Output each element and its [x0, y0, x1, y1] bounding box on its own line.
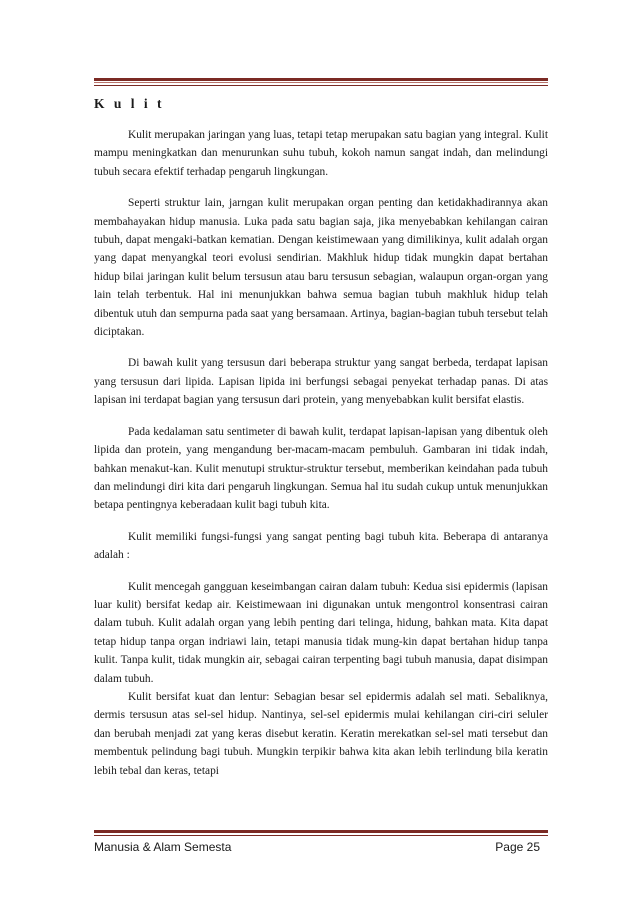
paragraph-7: Kulit bersifat kuat dan lentur: Sebagian besar sel epidermis adalah sel mati. Sebaliknya, dermis tersusun atas sel-sel hidup. Nantinya, sel-sel epidermis mulai kehilangan ciri-ciri seluler dan berubah menjadi zat yang keras disebut keratin. Keratin merekatkan sel-sel mati tersebut dan membentuk pelindung bagi tubuh. Mungkin terpikir bahwa kita akan lebih terlindung bila keratin lebih tebal dan keras, tetapi	[94, 690, 548, 777]
paragraph-6: Kulit mencegah gangguan keseimbangan cairan dalam tubuh: Kedua sisi epidermis (lapisan luar kulit) bersifat kedap air. Keistimewaan ini digunakan untuk mengontrol konsentrasi cairan dalam tubuh. Kulit adalah organ yang lebih penting dari telinga, hidung, bahkan mata. Kita dapat tetap hidup tanpa organ indriawi lain, tetapi manusia tidak mung-kin dapat bertahan hidup tanpa kulit. Tanpa kulit, tidak mungkin air, sebagai cairan terpenting bagi tubuh manusia, dapat disimpan dalam tubuh.	[94, 580, 548, 685]
paragraph-4: Pada kedalaman satu sentimeter di bawah kulit, terdapat lapisan-lapisan yang dibentuk oleh lipida dan protein, yang mengandung ber-macam-macam pembuluh. Gambaran ini tidak indah, bahkan menakut-kan. Kulit menutupi struktur-struktur tersebut, memberikan keindahan pada tubuh dan melindungi diri kita dari pengaruh lingkungan. Semua hal itu sudah cukup untuk menunjukkan betapa pentingnya keberadaan kulit bagi tubuh kita.	[94, 425, 548, 512]
paragraph-5: Kulit memiliki fungsi-fungsi yang sangat penting bagi tubuh kita. Beberapa di antaranya adalah :	[94, 530, 548, 562]
header-rule	[94, 78, 548, 86]
section-heading: K u l i t	[94, 96, 165, 111]
page-number: Page 25	[495, 840, 540, 854]
paragraph-1: Kulit merupakan jaringan yang luas, tetapi tetap merupakan satu bagian yang integral. Kulit mampu meningkatkan dan menurunkan suhu tubuh, kokoh namun sangat indah, dan melindungi tubuh secara efektif terhadap pengaruh lingkungan.	[94, 129, 548, 178]
paragraph-3: Di bawah kulit yang tersusun dari beberapa struktur yang sangat berbeda, terdapat lapisan yang tersusun dari lipida. Lapisan lipida ini berfungsi sebagai penyekat terhadap panas. Di atas lapisan ini terdapat bagian yang tersusun dari protein, yang menyebabkan kulit bersifat elastis.	[94, 357, 548, 407]
footer-rule	[94, 830, 548, 836]
page-footer	[94, 840, 540, 854]
paragraph-2: Seperti struktur lain, jarngan kulit merupakan organ penting dan ketidakhadirannya akan membahayakan hidup manusia. Luka pada satu bagian saja, jika menyebabkan kehilangan cairan tubuh, dapat mengaki-batkan kematian. Dengan keistimewaan yang dimilikinya, kulit adalah organ yang dapat menyangkal teori evolusi sendirian. Makhluk hidup tidak mungkin dapat bertahan hidup bilai jaringan kulit belum tersusun atau baru tersusun sebagian, walaupun organ-organ yang lain telah terbentuk. Hal ini menunjukkan bahwa semua bagian tubuh makhluk hidup telah dibentuk utuh dan sempurna pada saat yang bersamaan. Artinya, bagian-bagian tubuh tersebut telah diciptakan.	[94, 197, 548, 339]
footer-book-title: Manusia & Alam Semesta	[94, 840, 232, 854]
page-body	[94, 96, 548, 780]
